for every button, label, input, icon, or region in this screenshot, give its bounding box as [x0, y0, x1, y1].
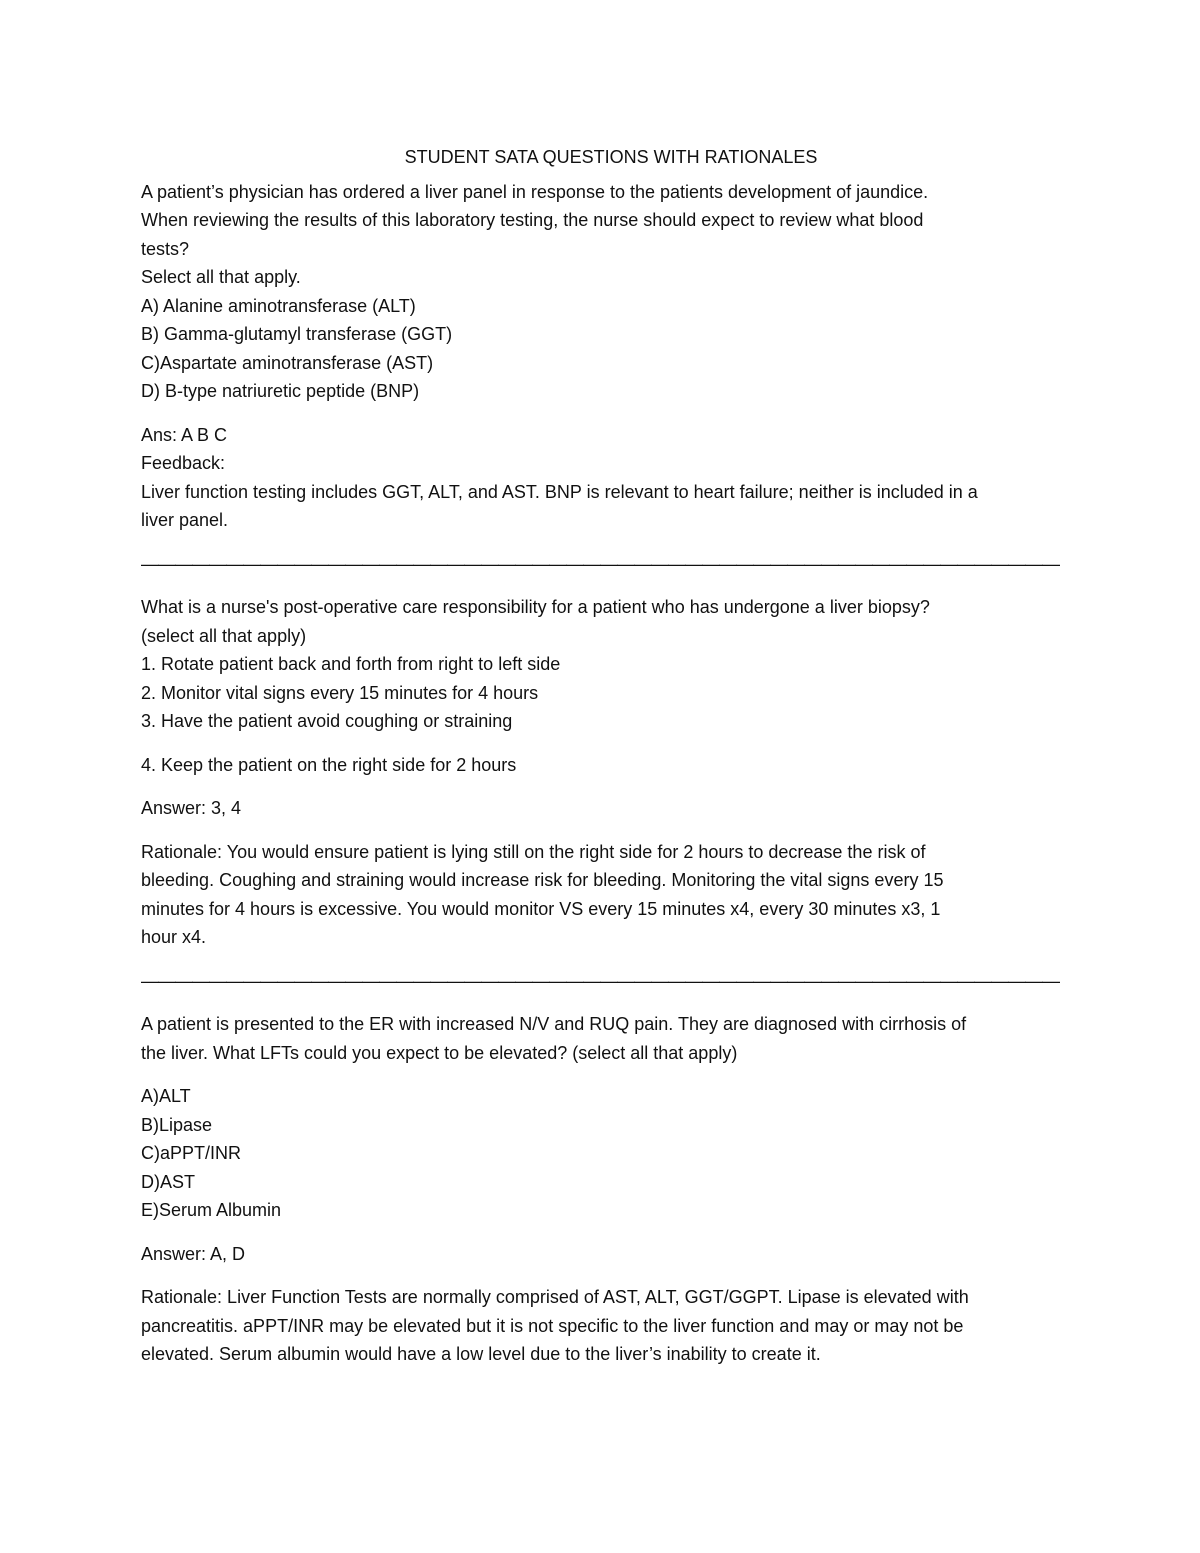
- q2-option: 4. Keep the patient on the right side for 2 hours: [141, 754, 517, 775]
- q2-stem-line: (select all that apply): [141, 625, 307, 646]
- q1-feedback-line: liver panel.: [141, 510, 229, 530]
- q1-option: C)Aspartate aminotransferase (AST): [141, 352, 434, 373]
- q1-feedback-label: Feedback:: [141, 453, 226, 473]
- q3-option: E)Serum Albumin: [141, 1200, 282, 1220]
- q1-option: B) Gamma-glutamyl transferase (GGT): [141, 324, 453, 344]
- q1-answer: Ans: A B C: [141, 424, 228, 445]
- question-2: [141, 593, 1081, 952]
- q2-stem-line: What is a nurse's post-operative care responsibility for a patient who has undergone a liver biopsy?: [141, 597, 930, 617]
- section-divider: ——————————————————————————————————————————————————————: [141, 970, 1059, 991]
- q1-option: D) B-type natriuretic peptide (BNP): [141, 381, 420, 401]
- question-3: [141, 1010, 1081, 1369]
- q3-option: D)AST: [141, 1171, 195, 1192]
- q2-rationale-line: minutes for 4 hours is excessive. You would monitor VS every 15 minutes x4, every 30 minutes x3, 1: [141, 898, 941, 919]
- q3-option: C)aPPT/INR: [141, 1143, 242, 1163]
- q2-rationale-line: hour x4.: [141, 927, 207, 947]
- question-1: [141, 178, 1081, 535]
- q1-stem-line: tests?: [141, 238, 190, 259]
- q3-option: B)Lipase: [141, 1114, 213, 1135]
- q3-rationale-line: Rationale: Liver Function Tests are normally comprised of AST, ALT, GGT/GGPT. Lipase is elevated with: [141, 1287, 969, 1307]
- q3-rationale-line: pancreatitis. aPPT/INR may be elevated but it is not specific to the liver function and may or may not be: [141, 1315, 964, 1336]
- q2-answer: Answer: 3, 4: [141, 798, 242, 818]
- q2-rationale-line: bleeding. Coughing and straining would increase risk for bleeding. Monitoring the vital signs every 15: [141, 870, 944, 890]
- section-divider: ——————————————————————————————————————————————————————: [141, 553, 1059, 574]
- q3-option: A)ALT: [141, 1086, 191, 1106]
- q3-rationale-line: elevated. Serum albumin would have a low level due to the liver’s inability to create it.: [141, 1344, 821, 1364]
- q2-option: 2. Monitor vital signs every 15 minutes for 4 hours: [141, 682, 539, 703]
- q3-stem-line: A patient is presented to the ER with increased N/V and RUQ pain. They are diagnosed with cirrhosis of: [141, 1014, 967, 1034]
- q1-feedback-line: Liver function testing includes GGT, ALT, and AST. BNP is relevant to heart failure; neither is included in a: [141, 481, 978, 502]
- q2-option: 1. Rotate patient back and forth from right to left side: [141, 654, 561, 674]
- q2-rationale-line: Rationale: You would ensure patient is lying still on the right side for 2 hours to decrease the risk of: [141, 841, 926, 862]
- q1-stem-line: A patient’s physician has ordered a liver panel in response to the patients development of jaundice.: [141, 181, 929, 202]
- document-page: [141, 143, 1081, 1369]
- q3-stem-line: the liver. What LFTs could you expect to be elevated? (select all that apply): [141, 1042, 738, 1063]
- q2-option: 3. Have the patient avoid coughing or straining: [141, 711, 513, 731]
- q1-option: A) Alanine aminotransferase (ALT): [141, 295, 416, 316]
- q1-stem-line: When reviewing the results of this laboratory testing, the nurse should expect to review what blood: [141, 210, 924, 230]
- q3-answer: Answer: A, D: [141, 1243, 246, 1264]
- q1-instruction: Select all that apply.: [141, 267, 301, 287]
- document-title: STUDENT SATA QUESTIONS WITH RATIONALES: [404, 147, 818, 167]
